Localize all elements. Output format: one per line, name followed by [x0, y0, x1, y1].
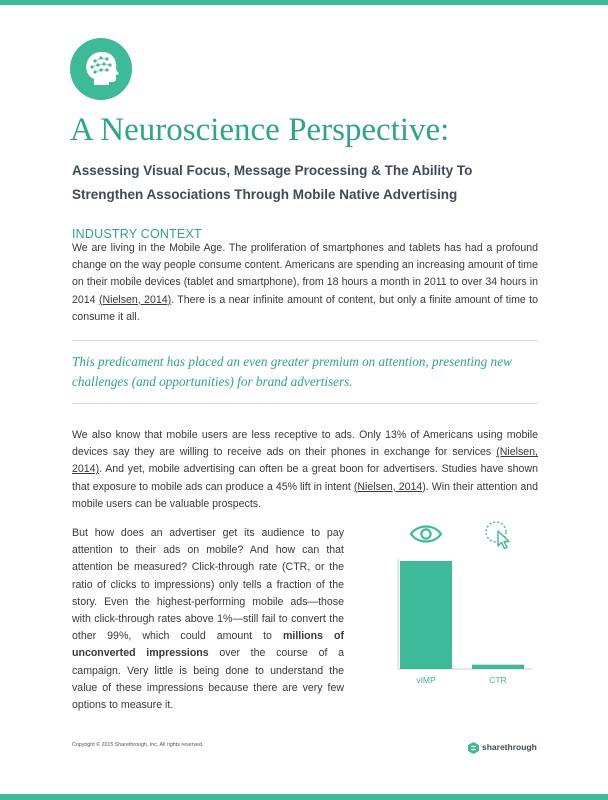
chart-label-ctr: CTR	[489, 675, 507, 685]
page-title: A Neuroscience Perspective:	[70, 112, 450, 148]
paragraph-attention	[72, 525, 344, 714]
hexagon-logo-icon	[468, 742, 479, 754]
section-heading: INDUSTRY CONTEXT	[72, 227, 202, 241]
quote-divider-bottom	[72, 403, 538, 404]
top-accent-bar	[0, 0, 608, 5]
pull-quote: This predicament has placed an even greater premium on attention, presenting new challenges (and opportunities) for brand advertisers.	[72, 354, 512, 389]
paragraph-text: But how does an advertiser get its audience to pay attention to their ads on mobile? And how can that attention be measured? Click-through rate (CTR, or the ratio of clicks to impressions) only tells a fraction of the story. Even the highest-performing mobile ads—those with click-through rates above 1%—still fail to convert the other 99%, which could amount to	[72, 527, 344, 643]
click-cursor-icon	[486, 522, 509, 549]
paragraph-text: . There is a near infinite amount of content, but only a finite amount of time to consume it all.	[72, 293, 539, 323]
subtitle-line-1: Assessing Visual Focus, Message Processing & The Ability To	[72, 163, 473, 178]
brand-name: sharethrough	[482, 742, 537, 752]
paragraph-text: We are living in the Mobile Age. The proliferation of smartphones and tablets has had a profound change on the way people consume content. Americans are spending an increasing amount of time on their mobile devices (tablet and smartphone), from 18 hours a month in 2011 to over 34 hours in 2014	[72, 242, 538, 306]
bottom-accent-bar	[0, 794, 608, 800]
page-subtitle	[72, 159, 552, 207]
paragraph-text: . And yet, mobile advertising can often be a great boon for advertisers. Studies have shown that exposure to mobile ads can produce a 45% lift in intent	[72, 463, 538, 493]
paragraph-text: . Win their attention and mobile users can be valuable prospects.	[72, 480, 539, 510]
citation-link[interactable]: (Nielsen, 2014)	[72, 446, 538, 476]
paragraph-intro	[72, 240, 538, 326]
vimp-vs-ctr-chart	[370, 515, 550, 695]
citation-link[interactable]: (Nielsen, 2014)	[98, 293, 172, 306]
paragraph-receptive	[72, 427, 538, 513]
copyright-text: Copyright © 2015 Sharethrough, Inc. All rights reserved.	[72, 742, 204, 748]
citation-link[interactable]: (Nielsen, 2014)	[353, 480, 426, 493]
sharethrough-logo	[468, 740, 568, 756]
brain-head-icon	[70, 38, 132, 100]
chart-bar-vimp	[400, 561, 452, 669]
paragraph-text: We also know that mobile users are less receptive to ads. Only 13% of Americans using mobile devices say they are willing to receive ads on their phones in exchange for services	[72, 429, 538, 459]
subtitle-line-2: Strengthen Associations Through Mobile Native Advertising	[72, 187, 458, 202]
chart-canvas	[370, 515, 550, 695]
chart-label-vimp: vIMP	[416, 675, 436, 685]
paragraph-bold-text: millions of unconverted impressions	[72, 630, 344, 660]
eye-icon	[411, 527, 441, 542]
paragraph-text: over the course of a campaign. Very little is being done to understand the value of these impressions because there are very few options to measure it.	[72, 647, 344, 712]
quote-divider-top	[72, 340, 538, 341]
chart-bar-ctr	[472, 665, 524, 669]
